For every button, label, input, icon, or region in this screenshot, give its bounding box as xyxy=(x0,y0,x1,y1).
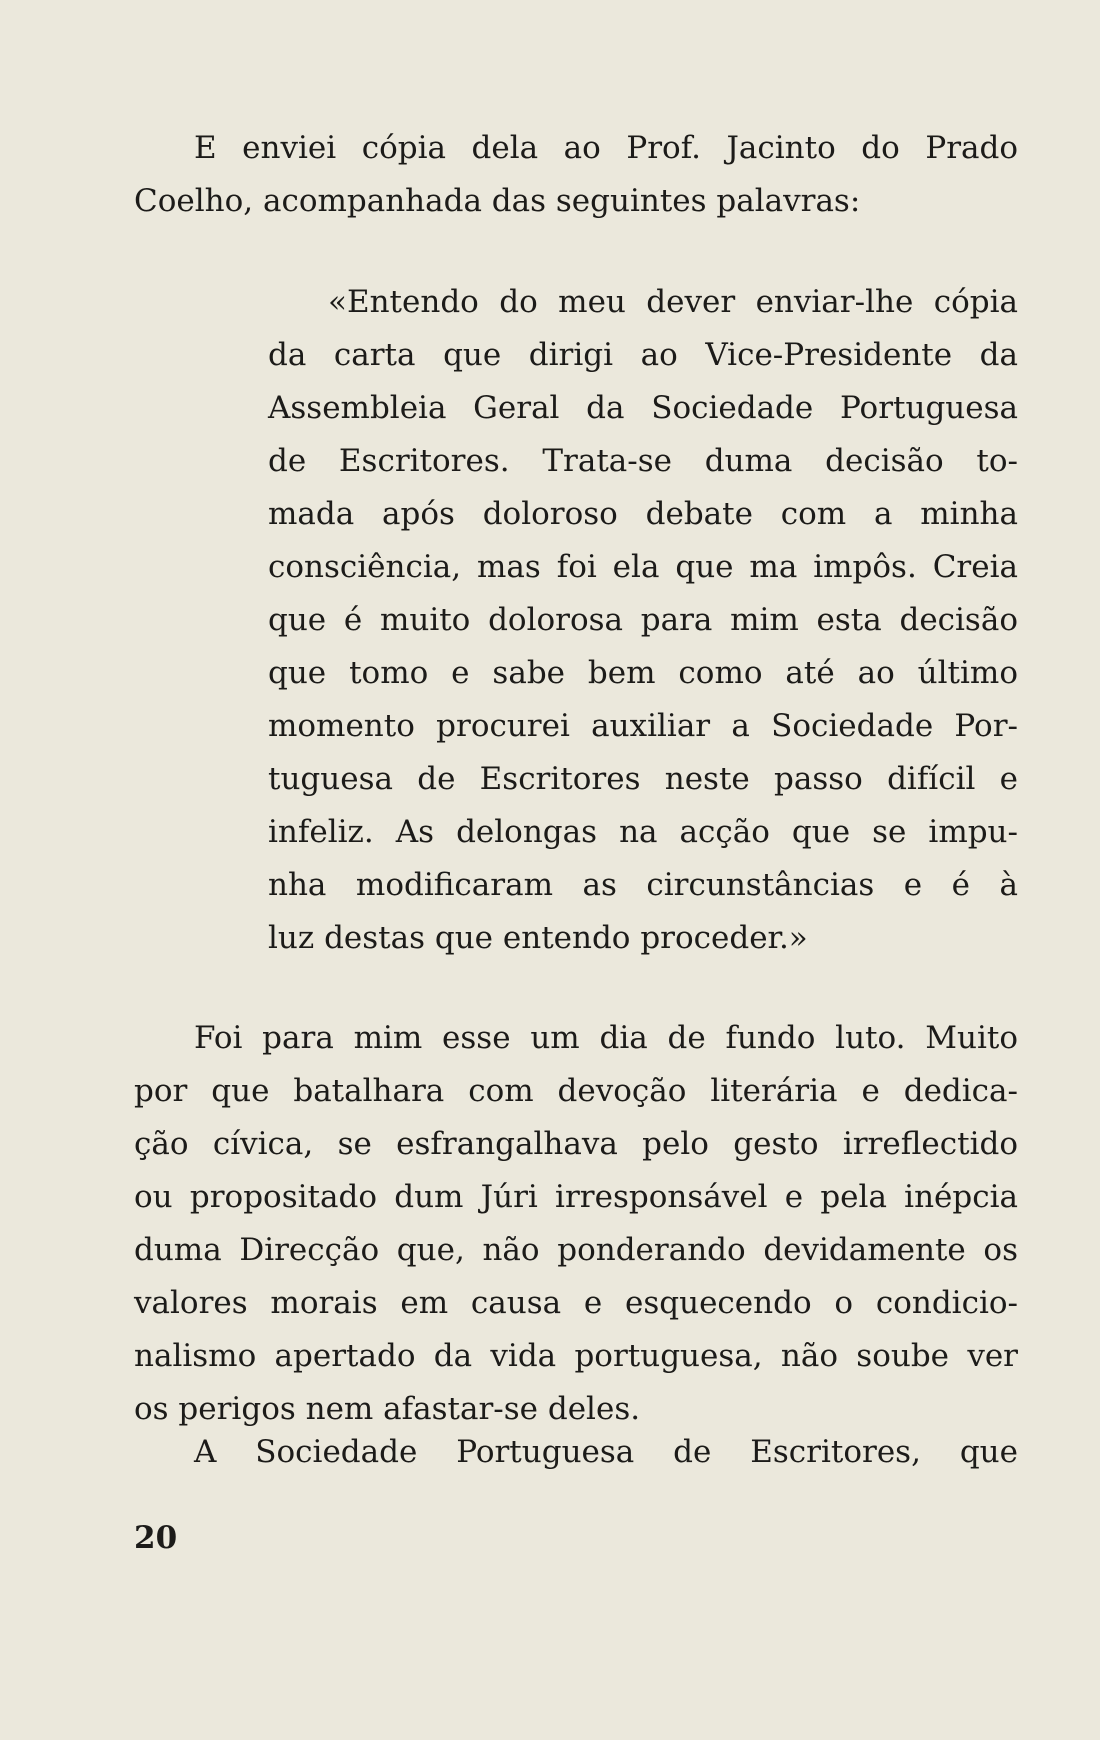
text-line: ção cívica, se esfrangalhava pelo gesto irreflectido xyxy=(134,1126,1018,1162)
text-line: «Entendo do meu dever enviar-lhe cópia xyxy=(328,284,1018,320)
text-line: nha modificaram as circunstâncias e é à xyxy=(268,867,1018,903)
text-line: luz destas que entendo proceder.» xyxy=(268,920,808,956)
text-line: infeliz. As delongas na acção que se impu- xyxy=(268,814,1018,850)
text-line: de Escritores. Trata-se duma decisão to- xyxy=(268,443,1018,479)
text-line: Assembleia Geral da Sociedade Portuguesa xyxy=(268,390,1018,426)
body-paragraph-2 xyxy=(134,1426,1018,1479)
text-line: valores morais em causa e esquecendo o condicio- xyxy=(134,1285,1018,1321)
quoted-letter xyxy=(268,276,1018,965)
text-line: tuguesa de Escritores neste passo difícil e xyxy=(268,761,1018,797)
text-line: mada após doloroso debate com a minha xyxy=(268,496,1018,532)
text-line: duma Direcção que, não ponderando devidamente os xyxy=(134,1232,1018,1268)
text-line: ou propositado dum Júri irresponsável e pela inépcia xyxy=(134,1179,1018,1215)
text-line: os perigos nem afastar-se deles. xyxy=(134,1391,641,1427)
text-line: A Sociedade Portuguesa de Escritores, que xyxy=(194,1434,1018,1470)
text-line: nalismo apertado da vida portuguesa, não soube ver xyxy=(134,1338,1018,1374)
text-line: que é muito dolorosa para mim esta decisão xyxy=(268,602,1018,638)
text-line: da carta que dirigi ao Vice-Presidente da xyxy=(268,337,1018,373)
text-line: Coelho, acompanhada das seguintes palavras: xyxy=(134,183,861,219)
body-paragraph-1 xyxy=(134,1012,1018,1436)
intro-paragraph xyxy=(134,122,1018,228)
text-line: Foi para mim esse um dia de fundo luto. Muito xyxy=(194,1020,1018,1056)
text-line: momento procurei auxiliar a Sociedade Por- xyxy=(268,708,1018,744)
text-line: por que batalhara com devoção literária e dedica- xyxy=(134,1073,1018,1109)
page-number: 20 xyxy=(134,1520,178,1556)
text-line: que tomo e sabe bem como até ao último xyxy=(268,655,1018,691)
text-line: consciência, mas foi ela que ma impôs. Creia xyxy=(268,549,1018,585)
text-line: E enviei cópia dela ao Prof. Jacinto do Prado xyxy=(194,130,1018,166)
